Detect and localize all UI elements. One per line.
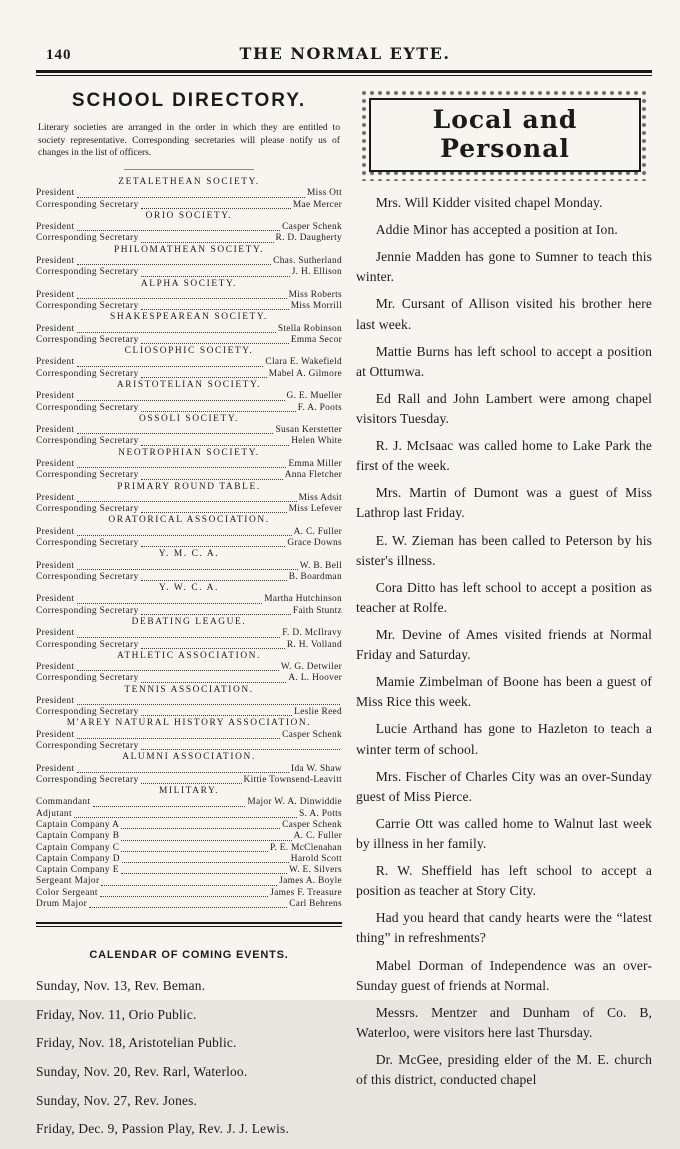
dot-leader — [141, 512, 287, 513]
officer-role-label: President — [36, 594, 75, 605]
society-heading: ORIO SOCIETY. — [145, 210, 233, 221]
society-heading: TENNIS ASSOCIATION. — [124, 684, 254, 695]
dot-leader — [141, 445, 290, 446]
officer-name: Miss Morrill — [290, 301, 342, 312]
news-item: Carrie Ott was called home to Walnut last week by illness in her family. — [356, 815, 652, 851]
officer-row — [36, 707, 342, 718]
dot-leader — [141, 309, 289, 310]
officer-name: Harold Scott — [290, 853, 342, 864]
officer-name: R. D. Daugherty — [275, 233, 342, 244]
officer-role-label: President — [36, 391, 75, 402]
dot-leader — [141, 682, 287, 683]
header-rule-thin — [36, 75, 652, 76]
news-item: Had you heard that candy hearts were the “latest thing” in refreshments? — [356, 910, 652, 946]
officer-role-label: Corresponding Secretary — [36, 470, 139, 481]
dot-leader — [141, 715, 293, 716]
page-header — [36, 44, 652, 70]
officer-role-label: President — [36, 662, 75, 673]
officer-name: J. H. Ellison — [291, 267, 342, 278]
calendar-title: CALENDAR OF COMING EVENTS. — [89, 949, 289, 962]
officer-row — [36, 673, 342, 684]
dot-leader — [101, 885, 277, 886]
officer-name: F. D. McIlravy — [282, 628, 342, 639]
officer-row — [36, 290, 342, 301]
officer-name: Susan Kerstetter — [275, 425, 342, 436]
officer-row — [36, 425, 342, 436]
news-item: R. W. Sheffield has left school to accept a position as teacher at Story City. — [356, 863, 652, 899]
officer-name: Miss Lefever — [288, 504, 342, 515]
news-item: R. J. McIsaac was called home to Lake Park the first of the week. — [356, 438, 652, 474]
news-item: Addie Minor has accepted a position at Ion. — [375, 222, 618, 238]
calendar-event: Friday, Dec. 9, Passion Play, Rev. J. J. Lewis. — [36, 1121, 290, 1137]
societies-list — [36, 177, 342, 910]
officer-row — [36, 233, 342, 244]
officer-role-label: Captain Company D — [36, 853, 120, 864]
officer-role-label: Corresponding Secretary — [36, 436, 139, 447]
calendar-event: Sunday, Nov. 20, Rev. Rarl, Waterloo. — [36, 1064, 248, 1080]
masthead-title: THE NORMAL EYTE. — [239, 44, 451, 63]
dot-leader — [77, 400, 285, 401]
officer-role-label: Corresponding Secretary — [36, 334, 139, 345]
officer-name: James A. Boyle — [279, 876, 342, 887]
officer-name: James F. Treasure — [270, 887, 342, 898]
officer-row — [36, 504, 342, 515]
officer-row — [36, 188, 342, 199]
officer-name: Carl Behrens — [289, 898, 342, 909]
officer-row — [36, 493, 342, 504]
officer-name: A. C. Fuller — [293, 526, 342, 537]
officer-row — [36, 256, 342, 267]
dot-leader — [77, 670, 279, 671]
officer-name: Helen White — [291, 436, 342, 447]
news-item: Ed Rall and John Lambert were among chapel visitors Tuesday. — [356, 390, 652, 426]
society-heading: ATHLETIC ASSOCIATION. — [116, 650, 261, 661]
news-item: Lucie Arthand has gone to Hazleton to teach a winter term of school. — [356, 721, 652, 757]
officer-name: S. A. Potts — [299, 808, 342, 819]
news-item: Mattie Burns has left school to accept a position at Ottumwa. — [356, 343, 652, 379]
news-item: Mabel Dorman of Independence was an over-Sunday guest of friends at Normal. — [356, 957, 652, 993]
directory-intro: Literary societies are arranged in the order in which they are entitled to society representative. Corresponding secretaries will please notify us of changes in the list of officers. — [38, 122, 340, 159]
officer-row — [36, 470, 342, 481]
officer-role-label: Commandant — [36, 797, 91, 808]
society-heading: NEOTROPHIAN SOCIETY. — [118, 447, 260, 458]
officer-role-label: Corresponding Secretary — [36, 504, 139, 515]
officer-row — [36, 335, 342, 346]
dot-leader — [141, 749, 340, 750]
officer-role-label: President — [36, 628, 75, 639]
officer-name: W. B. Bell — [299, 560, 342, 571]
dot-leader — [77, 366, 264, 367]
society-heading: Y. W. C. A. — [159, 583, 219, 594]
dot-leader — [100, 896, 268, 897]
officer-role-label: Corresponding Secretary — [36, 707, 139, 718]
officer-row — [36, 324, 342, 335]
calendar-events — [36, 977, 342, 1138]
officer-name: Mae Mercer — [292, 199, 342, 210]
dot-leader — [141, 479, 283, 480]
officer-name: Miss Ott — [307, 188, 342, 199]
local-personal-box-inner — [369, 98, 641, 172]
officer-row — [36, 436, 342, 447]
dot-leader — [77, 704, 341, 705]
society-heading: PHILOMATHEAN SOCIETY. — [113, 244, 265, 255]
officer-row — [36, 538, 342, 549]
dot-leader — [77, 298, 287, 299]
officer-role-label: Captain Company C — [36, 842, 120, 853]
officer-role-label: Adjutant — [36, 808, 73, 819]
dot-leader — [89, 907, 287, 908]
officer-name: Martha Hutchinson — [264, 594, 342, 605]
officer-name: G. E. Mueller — [286, 391, 342, 402]
officer-role-label: Corresponding Secretary — [36, 301, 139, 312]
dot-leader — [77, 501, 297, 502]
society-heading: ARISTOTELIAN SOCIETY. — [116, 380, 262, 391]
news-items — [356, 193, 652, 1090]
officer-role-label: President — [36, 357, 75, 368]
society-heading: M'AREY NATURAL HISTORY ASSOCIATION. — [66, 718, 312, 729]
officer-row — [36, 764, 342, 775]
officer-name: Casper Schenk — [282, 729, 342, 740]
officer-name: A. L. Hoover — [288, 673, 342, 684]
officer-role-label: Captain Company B — [36, 831, 120, 842]
officer-name: Stella Robinson — [277, 323, 342, 334]
officer-name: Ida W. Shaw — [291, 763, 342, 774]
calendar-event: Sunday, Nov. 13, Rev. Beman. — [36, 978, 206, 994]
officer-row — [36, 696, 342, 707]
page-number: 140 — [46, 47, 72, 63]
society-heading: ALPHA SOCIETY. — [140, 278, 238, 289]
news-item: Messrs. Mentzer and Dunham of Co. B, Waterloo, were visitors here last Thursday. — [356, 1004, 652, 1040]
officer-name: Casper Schenk — [282, 222, 342, 233]
dot-leader — [122, 862, 289, 863]
officer-name: Miss Roberts — [288, 289, 342, 300]
section-divider — [124, 169, 254, 170]
officer-role-label: Corresponding Secretary — [36, 402, 139, 413]
society-heading: OSSOLI SOCIETY. — [139, 413, 239, 424]
officer-row — [36, 730, 342, 741]
officer-role-label: Sergeant Major — [36, 876, 100, 887]
dot-leader — [77, 467, 287, 468]
dot-leader — [77, 569, 298, 570]
officer-name: Miss Adsit — [298, 492, 342, 503]
dot-leader — [141, 208, 291, 209]
society-heading: DEBATING LEAGUE. — [131, 616, 247, 627]
news-item: Jennie Madden has gone to Sumner to teach this winter. — [356, 249, 652, 285]
officer-role-label: President — [36, 492, 75, 503]
officer-row — [36, 662, 342, 673]
dot-leader — [77, 772, 290, 773]
society-heading: SHAKESPEAREAN SOCIETY. — [110, 312, 268, 323]
news-item: E. W. Zieman has been called to Peterson by his sister's illness. — [356, 532, 652, 568]
officer-name: Chas. Sutherland — [273, 255, 342, 266]
news-item: Mr. Cursant of Allison visited his brother here last week. — [356, 296, 652, 332]
officer-role-label: Corresponding Secretary — [36, 267, 139, 278]
officer-role-label: Drum Major — [36, 898, 88, 909]
news-item: Mrs. Martin of Dumont was a guest of Miss Lathrop last Friday. — [356, 485, 652, 521]
officer-role-label: Corresponding Secretary — [36, 368, 139, 379]
officer-row — [36, 888, 342, 899]
officer-name: A. C. Fuller — [293, 831, 342, 842]
officer-row — [36, 628, 342, 639]
society-heading: MILITARY. — [158, 786, 220, 797]
officer-name: R. H. Volland — [286, 639, 342, 650]
dot-leader — [141, 411, 296, 412]
society-heading: PRIMARY ROUND TABLE. — [117, 481, 261, 492]
officer-role-label: President — [36, 729, 75, 740]
dot-leader — [77, 535, 292, 536]
dot-leader — [141, 648, 285, 649]
officer-name: Grace Downs — [287, 537, 342, 548]
officer-role-label: Corresponding Secretary — [36, 774, 139, 785]
officer-row — [36, 843, 342, 854]
officer-row — [36, 561, 342, 572]
officer-row — [36, 809, 342, 820]
rule-line-thin — [36, 926, 342, 927]
officer-role-label: President — [36, 560, 75, 571]
school-directory-section — [36, 86, 342, 1149]
dot-leader — [121, 873, 287, 874]
header-rule-thick — [36, 70, 652, 73]
dot-leader — [141, 377, 267, 378]
dot-leader — [93, 806, 246, 807]
officer-row — [36, 775, 342, 786]
officer-role-label: President — [36, 695, 75, 706]
officer-row — [36, 899, 342, 910]
officer-row — [36, 741, 342, 752]
officer-row — [36, 820, 342, 831]
dot-leader — [141, 343, 289, 344]
calendar-event: Sunday, Nov. 27, Rev. Jones. — [36, 1092, 198, 1108]
dot-leader — [77, 230, 281, 231]
officer-name: Leslie Reed — [294, 707, 342, 718]
officer-name: Emma Miller — [288, 459, 342, 469]
officer-name: Clara E. Wakefield — [265, 357, 342, 368]
officer-row — [36, 876, 342, 887]
local-personal-title: Local and Personal — [432, 105, 578, 163]
local-personal-box — [360, 89, 650, 181]
officer-row — [36, 572, 342, 583]
dot-leader — [77, 332, 276, 333]
officer-role-label: Corresponding Secretary — [36, 233, 139, 244]
officer-row — [36, 606, 342, 617]
officer-role-label: Captain Company E — [36, 865, 119, 876]
officer-row — [36, 831, 342, 842]
officer-role-label: Corresponding Secretary — [36, 605, 139, 616]
officer-row — [36, 594, 342, 605]
officer-role-label: Corresponding Secretary — [36, 537, 139, 548]
dot-leader — [77, 738, 281, 739]
page-columns — [36, 86, 652, 1149]
dot-leader — [77, 637, 281, 638]
rule-line-thick — [36, 922, 342, 924]
society-heading: Y. M. C. A. — [158, 549, 220, 560]
officer-role-label: Captain Company A — [36, 820, 120, 830]
calendar-event: Friday, Nov. 18, Aristotelian Public. — [36, 1035, 237, 1051]
officer-name: P. E. McClenahan — [270, 842, 342, 853]
news-item: Cora Ditto has left school to accept a position as teacher at Rolfe. — [356, 579, 652, 615]
officer-row — [36, 403, 342, 414]
officer-row — [36, 301, 342, 312]
officer-row — [36, 357, 342, 368]
officer-row — [36, 369, 342, 380]
news-item: Dr. McGee, presiding elder of the M. E. church of this district, conducted chapel — [356, 1051, 652, 1088]
officer-role-label: President — [36, 289, 75, 300]
officer-role-label: Corresponding Secretary — [36, 741, 139, 752]
officer-row — [36, 640, 342, 651]
officer-name: Major W. A. Dinwiddie — [247, 797, 342, 808]
dot-leader — [77, 603, 263, 604]
society-heading: ALUMNI ASSOCIATION. — [122, 752, 256, 763]
officer-row — [36, 865, 342, 876]
officer-name: W. E. Silvers — [288, 865, 342, 876]
calendar-event: Friday, Nov. 11, Orio Public. — [36, 1006, 197, 1022]
officer-row — [36, 222, 342, 233]
officer-row — [36, 200, 342, 211]
officer-name: F. A. Poots — [297, 402, 342, 413]
officer-row — [36, 267, 342, 278]
directory-title: SCHOOL DIRECTORY. — [71, 90, 307, 111]
dot-leader — [121, 828, 280, 829]
dot-leader — [141, 783, 242, 784]
dot-leader — [74, 817, 297, 818]
officer-role-label: President — [36, 526, 75, 537]
directory-bottom-rule — [36, 922, 342, 927]
news-item: Mrs. Fischer of Charles City was an over-Sunday guest of Miss Pierce. — [356, 768, 652, 804]
news-item: Mr. Devine of Ames visited friends at Normal Friday and Saturday. — [356, 626, 652, 663]
officer-name: W. G. Detwiler — [280, 662, 342, 673]
officer-row — [36, 459, 342, 470]
dot-leader — [141, 276, 290, 277]
officer-name: Mabel A. Gilmore — [268, 368, 342, 379]
officer-role-label: President — [36, 222, 75, 233]
dot-leader — [121, 851, 268, 852]
dot-leader — [77, 433, 274, 434]
officer-name: Emma Secor — [290, 334, 342, 345]
officer-role-label: Corresponding Secretary — [36, 571, 139, 582]
officer-role-label: Corresponding Secretary — [36, 673, 139, 684]
officer-name: Casper Schenk — [282, 820, 342, 830]
officer-name: Kittie Townsend-Leavitt — [243, 774, 342, 785]
local-personal-section — [356, 86, 652, 1149]
dot-leader — [141, 580, 287, 581]
dot-leader — [77, 197, 306, 198]
society-heading: ORATORICAL ASSOCIATION. — [108, 515, 270, 526]
dot-leader — [121, 840, 291, 841]
dot-leader — [141, 546, 286, 547]
officer-role-label: Color Sergeant — [36, 887, 98, 898]
officer-row — [36, 527, 342, 538]
officer-name: B. Boardman — [288, 571, 342, 582]
news-item: Mrs. Will Kidder visited chapel Monday. — [375, 195, 603, 210]
officer-name: Anna Fletcher — [284, 470, 342, 481]
news-item: Mamie Zimbelman of Boone has been a guest of Miss Rice this week. — [356, 674, 652, 710]
officer-name: Faith Stuntz — [292, 605, 342, 616]
dot-leader — [141, 242, 274, 243]
officer-row — [36, 797, 342, 808]
society-heading: ZETALETHEAN SOCIETY. — [118, 176, 260, 187]
officer-role-label: Corresponding Secretary — [36, 199, 139, 210]
officer-role-label: President — [36, 188, 75, 199]
dot-leader — [77, 264, 272, 265]
officer-row — [36, 391, 342, 402]
officer-role-label: Corresponding Secretary — [36, 639, 139, 650]
dot-leader — [141, 614, 291, 615]
officer-role-label: President — [36, 323, 75, 334]
officer-role-label: President — [36, 255, 75, 266]
society-heading: CLIOSOPHIC SOCIETY. — [124, 346, 254, 357]
officer-row — [36, 854, 342, 865]
officer-role-label: President — [36, 763, 75, 774]
officer-role-label: President — [36, 425, 75, 436]
officer-role-label: President — [36, 459, 75, 469]
